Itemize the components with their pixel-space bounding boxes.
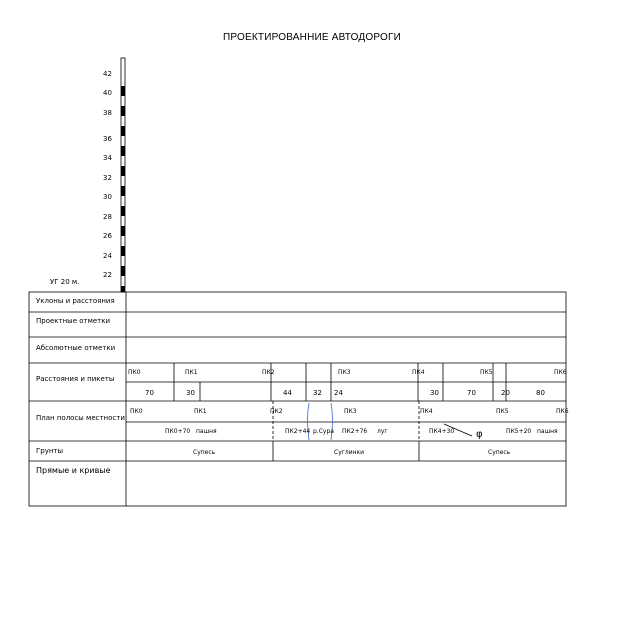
scale-segment: [121, 286, 125, 292]
row-label-design: Проектные отметки: [36, 317, 111, 325]
scale-tick-labels: [103, 70, 112, 279]
scale-tick-label: 38: [103, 109, 112, 117]
distance-value: 20: [501, 389, 510, 397]
phi-symbol: φ: [476, 429, 483, 440]
scale-segment: [121, 226, 125, 236]
plan-picket-label: ПК2: [270, 408, 283, 415]
scale-segment: [121, 206, 125, 216]
distance-value: 44: [283, 389, 292, 397]
picket-label: ПК5: [480, 369, 493, 376]
scale-tick-label: 28: [103, 213, 112, 221]
soil-label: Суглинки: [334, 449, 365, 456]
scale-segment: [121, 246, 125, 256]
picket-label: ПК0: [128, 369, 141, 376]
plan-note-land: луг: [377, 428, 388, 435]
scale-tick-label: 36: [103, 135, 112, 143]
row-label-distances: Расстояния и пикеты: [36, 375, 115, 383]
datum-label: УГ 20 м.: [50, 278, 80, 286]
distance-value: 70: [467, 389, 476, 397]
plan-note-label: ПК0+70: [165, 428, 191, 435]
plan-note-label: ПК2+44: [285, 428, 311, 435]
plan-note-label: ПК5+20: [506, 428, 532, 435]
scale-segment: [121, 106, 125, 116]
scale-tick-label: 22: [103, 271, 112, 279]
plan-note-land: пашня: [537, 428, 558, 435]
distance-value: 24: [334, 389, 343, 397]
row-label-slopes: Уклоны и расстояния: [36, 297, 115, 305]
picket-label: ПК4: [412, 369, 425, 376]
row-label-absolute: Абсолютные отметки: [36, 344, 116, 352]
plan-picket-label: ПК3: [344, 408, 357, 415]
drawing-title: ПРОЕКТИРОВАННИЕ АВТОДОРОГИ: [223, 32, 401, 43]
plan-note-label: ПК4+30: [429, 428, 455, 435]
row-label-soils: Грунты: [36, 447, 64, 455]
plan-note-land: р.Сура: [313, 428, 334, 435]
picket-label: ПК2: [262, 369, 275, 376]
plan-note-label: ПК2+76: [342, 428, 368, 435]
plan-picket-label: ПК4: [420, 408, 433, 415]
row-label-plan: План полосы местности: [36, 414, 125, 422]
scale-segment: [121, 86, 125, 96]
scale-tick-label: 34: [103, 154, 112, 162]
scale-segment: [121, 266, 125, 276]
scale-tick-label: 32: [103, 174, 112, 182]
plan-picket-label: ПК5: [496, 408, 509, 415]
scale-tick-label: 42: [103, 70, 112, 78]
row-label-lines: Прямые и кривые: [36, 466, 111, 475]
scale-segment: [121, 146, 125, 156]
scale-segment: [121, 186, 125, 196]
plan-picket-label: ПК6: [556, 408, 569, 415]
scale-segment: [121, 166, 125, 176]
scale-segment: [121, 126, 125, 136]
scale-tick-label: 26: [103, 232, 112, 240]
scale-tick-label: 30: [103, 193, 112, 201]
scale-tick-label: 40: [103, 89, 112, 97]
distance-value: 30: [430, 389, 439, 397]
plan-picket-label: ПК0: [130, 408, 143, 415]
picket-label: ПК1: [185, 369, 198, 376]
scale-tick-label: 24: [103, 252, 112, 260]
soil-label: Супесь: [488, 449, 511, 456]
distance-value: 30: [186, 389, 195, 397]
plan-note-land: пашня: [196, 428, 217, 435]
soil-label: Супесь: [193, 449, 216, 456]
distance-value: 32: [313, 389, 322, 397]
distance-value: 70: [145, 389, 154, 397]
plan-picket-label: ПК1: [194, 408, 207, 415]
picket-label: ПК6: [554, 369, 567, 376]
picket-label: ПК3: [338, 369, 351, 376]
elevation-scale: [50, 58, 125, 292]
distance-value: 80: [536, 389, 545, 397]
